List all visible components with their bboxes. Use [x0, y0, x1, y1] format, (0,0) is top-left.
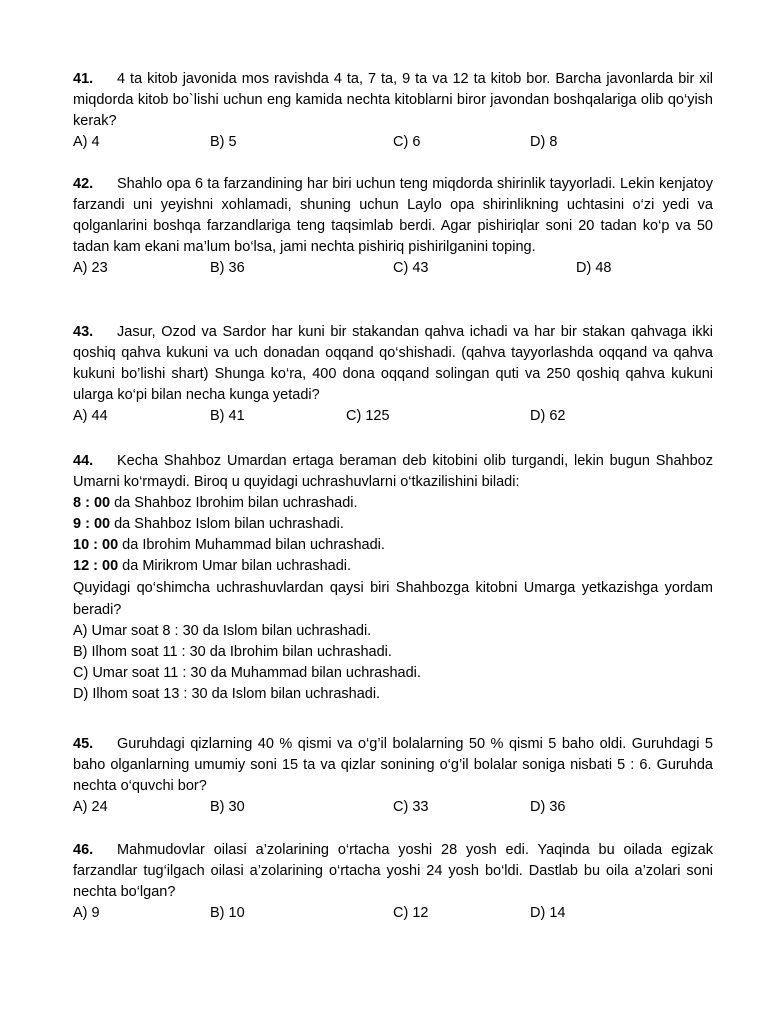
question-42 [73, 174, 713, 279]
answer-options [73, 903, 713, 924]
sub-question: Quyidagi qo‘shimcha uchrashuvlardan qaysi biri Shahbozga kitobni Umarga yetkazishga yordam beradi? [73, 580, 713, 618]
option-b: B) 30 [210, 799, 245, 815]
option-d: D) 8 [530, 134, 558, 150]
question-body: 4 ta kitob javonida mos ravishda 4 ta, 7 ta, 9 ta va 12 ta kitob bor. Barcha javonlarda bir xil miqdorda kitob bo`lishi uchun eng kamida nechta kitoblarni biror javondan boshqalariga olib qo‘yish kerak? [73, 71, 713, 129]
question-body: Mahmudovlar oilasi a’zolarining o‘rtacha yoshi 28 yosh edi. Yaqinda bu oilada egizak farzandlar tug‘ilgach oilasi a’zolarining o‘rtacha yoshi 24 yosh bo‘ldi. Dastlab bu oila a’zolari soni nechta bo‘lgan? [73, 842, 713, 900]
question-43 [73, 322, 713, 427]
question-text [73, 174, 713, 258]
option-a: A) 9 [73, 905, 100, 921]
schedule-text: da Shahboz Ibrohim bilan uchrashadi. [110, 495, 358, 511]
option-b: B) 10 [210, 905, 245, 921]
option-d: D) 14 [530, 905, 566, 921]
option-b: B) 5 [210, 134, 237, 150]
question-text [73, 451, 713, 493]
question-text [73, 840, 713, 903]
answer-option-c: C) Umar soat 11 : 30 da Muhammad bilan uchrashadi. [73, 665, 421, 681]
question-body: Shahlo opa 6 ta farzandining har biri uchun teng miqdorda shirinlik tayyorladi. Lekin kenjatoy farzandi uni yeyishni xohlamadi, shuning uchun Laylo opa shirinlikning uchtasini o‘zi yedi va qolganlarini boshqa farzandlariga teng taqsimlab berdi. Agar pishiriqlar soni 20 tadan ko‘p va 50 tadan kam ekani ma’lum bo‘lsa, jami nechta pishiriq pishirilganini toping. [73, 176, 713, 255]
schedule-item [73, 493, 713, 514]
schedule-text: da Mirikrom Umar bilan uchrashadi. [118, 558, 352, 574]
question-text [73, 322, 713, 406]
answer-options [73, 258, 713, 279]
schedule-item [73, 556, 713, 577]
schedule-time: 9 : 00 [73, 516, 111, 532]
option-a: A) 4 [73, 134, 100, 150]
answer-option-d: D) Ilhom soat 13 : 30 da Islom bilan uchrashadi. [73, 686, 381, 702]
question-41 [73, 69, 713, 153]
option-c: C) 43 [393, 260, 429, 276]
schedule-text: da Ibrohim Muhammad bilan uchrashadi. [118, 537, 385, 553]
schedule-time: 8 : 00 [73, 495, 111, 511]
question-text [73, 734, 713, 797]
option-c: C) 6 [393, 134, 421, 150]
schedule-item [73, 514, 713, 535]
question-number: 42. [73, 176, 94, 192]
question-46 [73, 840, 713, 924]
option-d: D) 36 [530, 799, 566, 815]
option-c: C) 125 [346, 408, 390, 424]
answer-option-a: A) Umar soat 8 : 30 da Islom bilan uchrashadi. [73, 623, 372, 639]
option-b: B) 41 [210, 408, 245, 424]
option-a: A) 24 [73, 799, 108, 815]
question-number: 46. [73, 842, 94, 858]
schedule-text: da Shahboz Islom bilan uchrashadi. [110, 516, 344, 532]
option-c: C) 33 [393, 799, 429, 815]
answer-options [73, 406, 713, 427]
answer-options [73, 797, 713, 818]
question-number: 43. [73, 324, 94, 340]
question-number: 44. [73, 453, 94, 469]
question-body: Kecha Shahboz Umardan ertaga beraman deb kitobini olib turgandi, lekin bugun Shahboz Umarni ko‘rmaydi. Biroq u quyidagi uchrashuvlarni o‘tkazilishini biladi: [73, 453, 713, 490]
schedule-time: 10 : 00 [73, 537, 119, 553]
question-number: 41. [73, 71, 94, 87]
option-b: B) 36 [210, 260, 245, 276]
question-text [73, 69, 713, 132]
option-d: D) 48 [576, 260, 612, 276]
question-body: Jasur, Ozod va Sardor har kuni bir stakandan qahva ichadi va har bir stakan qahvaga ikki qoshiq qahva kukuni va uch donadan oqqand qo‘shishadi. (qahva tayyorlashda oqqand va qahva kukuni bo’lishi shart) Shunga ko‘ra, 400 dona oqqand solingan quti va 250 qoshiq qahva kukuni ularga ko‘pi bilan necha kunga yetadi? [73, 324, 713, 403]
answer-options [73, 132, 713, 153]
option-c: C) 12 [393, 905, 429, 921]
question-45 [73, 734, 713, 818]
question-44 [73, 451, 713, 705]
question-number: 45. [73, 736, 94, 752]
schedule-item [73, 535, 713, 556]
option-a: A) 23 [73, 260, 108, 276]
schedule-time: 12 : 00 [73, 558, 119, 574]
option-d: D) 62 [530, 408, 566, 424]
answer-option-b: B) Ilhom soat 11 : 30 da Ibrohim bilan uchrashadi. [73, 644, 392, 660]
question-body: Guruhdagi qizlarning 40 % qismi va o‘g’il bolalarning 50 % qismi 5 baho oldi. Guruhdagi 5 baho olganlarning umumiy soni 15 ta va qizlar sonining o‘g’il bolalar soniga nisbati 5 : 6. Guruhda nechta o‘quvchi bor? [73, 736, 713, 794]
option-a: A) 44 [73, 408, 108, 424]
